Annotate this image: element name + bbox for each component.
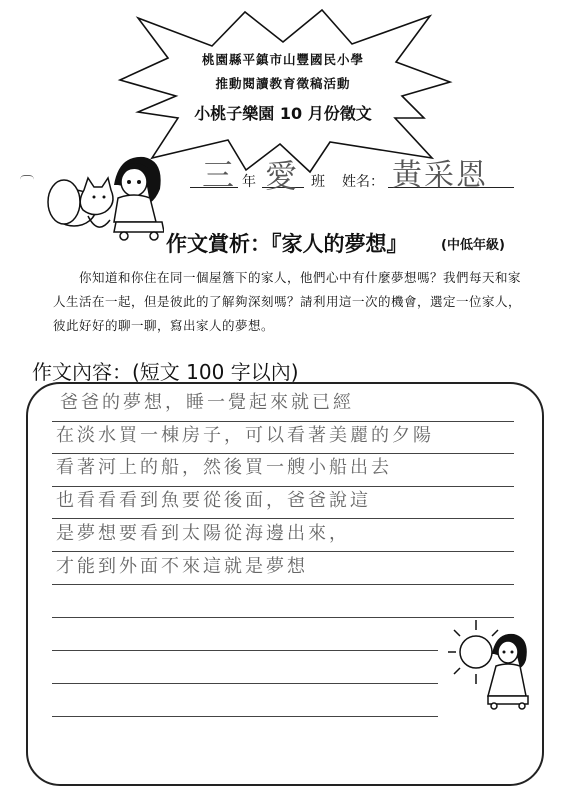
content-label: 作文內容：(短文 100 字以內) xyxy=(32,360,299,384)
essay-line: 看著河上的船，然後買一艘小船出去 xyxy=(56,457,392,478)
intro-paragraph: 你知道和你住在同一個屋簷下的家人，他們心中有什麼夢想嗎？我們每天和家人生活在一起，但是彼此的了解夠深刻嗎？請利用這一次的機會，選定一位家人，彼此好好的聊一聊，寫出家人的夢想。 xyxy=(53,270,522,333)
grade-label: 年 xyxy=(242,174,256,190)
essay-line: 才能到外面不來這就是夢想 xyxy=(56,556,308,577)
name-label: 姓名： xyxy=(342,174,384,190)
section-level: (中低年級) xyxy=(441,238,505,253)
class-value: 愛 xyxy=(265,157,298,195)
essay-line: 是夢想要看到太陽從海邊出來， xyxy=(56,523,350,544)
writing-line xyxy=(52,716,438,717)
girl-and-cat-illustration xyxy=(44,150,164,245)
essay-line: 也看看看到魚要從後面，爸爸說這 xyxy=(56,490,371,511)
event-title: 推動閱讀教育徵稿活動 xyxy=(215,76,351,91)
name-value: 黃采恩 xyxy=(392,158,488,193)
girl-with-sun-illustration xyxy=(448,616,532,712)
issue-title: 小桃子樂園 10 月份徵文 xyxy=(194,104,372,123)
section-title: 作文賞析：『家人的夢想』 xyxy=(166,232,408,256)
essay-line: 爸爸的夢想，睡一覺起來就已經 xyxy=(60,392,354,413)
scan-mark xyxy=(20,175,34,184)
essay-line: 在淡水買一棟房子，可以看著美麗的夕陽 xyxy=(56,425,434,446)
writing-line xyxy=(52,650,438,651)
school-name: 桃園縣平鎮市山豐國民小學 xyxy=(201,52,364,67)
writing-line xyxy=(52,683,438,684)
writing-line xyxy=(52,584,514,585)
class-label: 班 xyxy=(311,174,325,190)
writing-line xyxy=(52,617,514,618)
grade-value: 三 xyxy=(202,156,235,194)
